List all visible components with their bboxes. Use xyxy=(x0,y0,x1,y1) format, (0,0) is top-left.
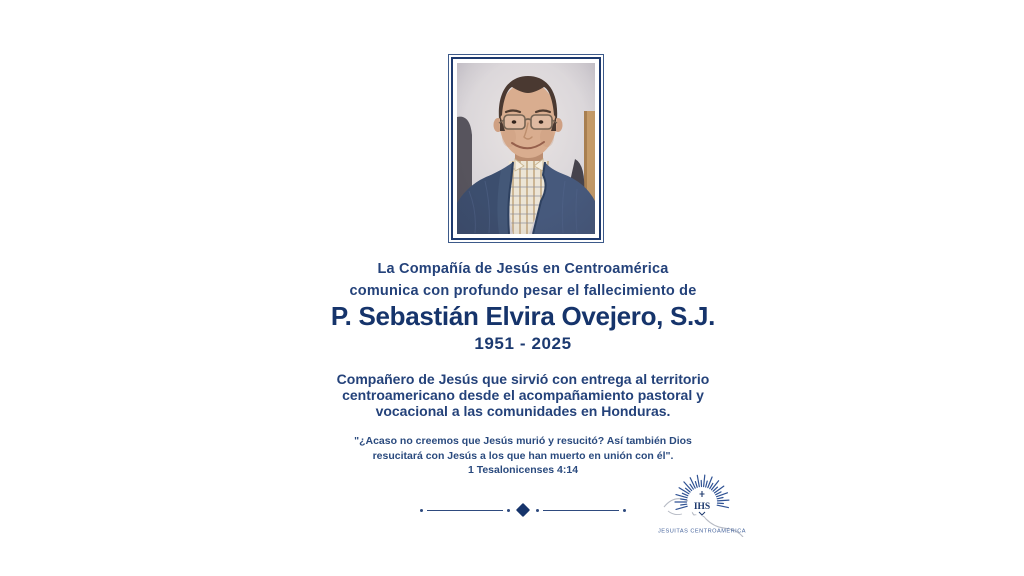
intro-line-2: comunica con profundo pesar el fallecimiento de xyxy=(349,282,697,299)
tribute-line-1: Compañero de Jesús que sirvió con entrega al territorio xyxy=(336,371,710,387)
quote-reference: 1 Tesalonicenses 4:14 xyxy=(467,464,579,476)
life-years: 1951 - 2025 xyxy=(474,334,572,353)
intro-line-1: La Compañía de Jesús en Centroamérica xyxy=(377,261,669,277)
portrait-frame-inner xyxy=(451,57,601,240)
logo-caption: JESUITAS CENTROAMÉRICA xyxy=(658,528,740,535)
ihs-monogram: IHS xyxy=(693,502,711,512)
divider-inner-dot xyxy=(536,509,539,512)
tribute-text xyxy=(23,371,1023,419)
ihs-sunburst-icon xyxy=(652,471,752,537)
portrait-photo xyxy=(457,63,595,234)
divider-line xyxy=(543,510,619,511)
divider-line xyxy=(427,510,503,511)
jesuits-logo xyxy=(652,471,752,537)
deceased-name: P. Sebastián Elvira Ovejero, S.J. xyxy=(330,301,716,331)
announcement-intro xyxy=(23,259,1023,302)
scripture-quote xyxy=(23,434,1023,478)
diamond-icon xyxy=(516,503,530,517)
map-detail-line xyxy=(668,511,682,515)
divider-end-dot xyxy=(420,509,423,512)
quote-line-1: "¿Acaso no creemos que Jesús murió y resucitó? Así también Dios xyxy=(354,435,692,447)
ornamental-divider xyxy=(23,505,1023,515)
quote-line-2: resucitará con Jesús a los que han muerto en unión con él". xyxy=(372,449,674,462)
divider-end-dot xyxy=(623,509,626,512)
tribute-line-3: vocacional a las comunidades en Honduras. xyxy=(375,403,671,419)
divider-inner-dot xyxy=(507,509,510,512)
tribute-line-2: centroamericano desde el acompañamiento pastoral y xyxy=(342,387,704,403)
portrait-frame xyxy=(448,54,604,243)
